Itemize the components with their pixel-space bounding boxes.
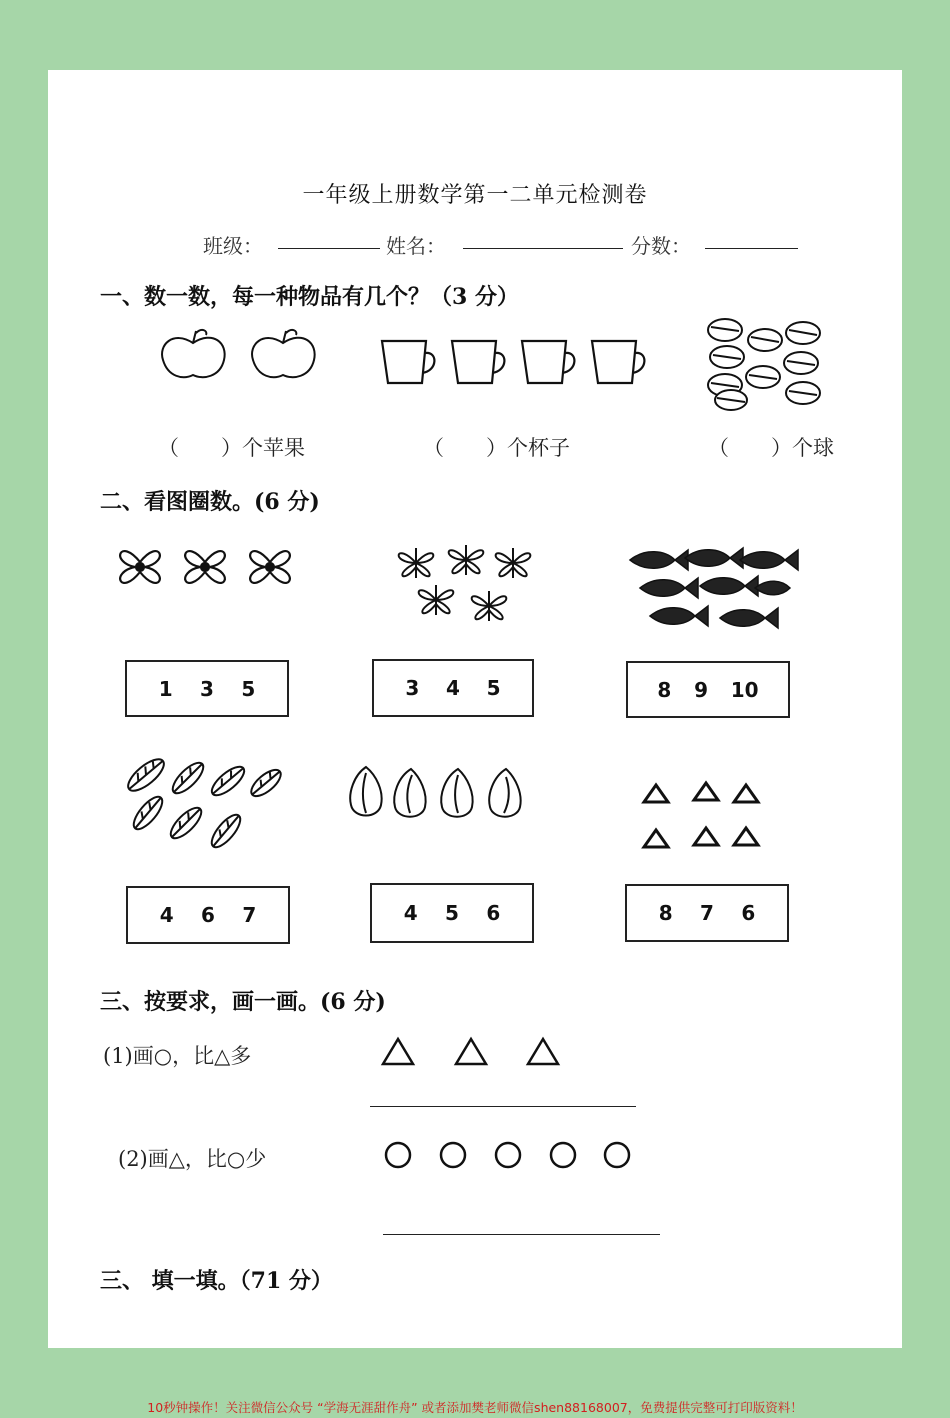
- balls-picture: [703, 315, 828, 415]
- choice-number[interactable]: 5: [445, 901, 459, 925]
- flowers-picture: [110, 535, 305, 603]
- choice-number[interactable]: 7: [242, 903, 257, 927]
- draw-question-1: (1)画○，比△多: [103, 1044, 252, 1068]
- pears-picture: [346, 763, 531, 825]
- ball-count-label: （ ）个球: [708, 436, 834, 460]
- choice-number[interactable]: 6: [741, 901, 756, 925]
- cup-count-label: （ ）个杯子: [423, 436, 570, 460]
- choice-number[interactable]: 5: [486, 676, 501, 700]
- cups-picture: [378, 335, 648, 390]
- choice-number[interactable]: 6: [201, 903, 215, 927]
- section4-heading: 三、 填一填。（71 分）: [100, 1268, 333, 1294]
- choice-box-flowers: [125, 660, 289, 717]
- triangles-picture: [640, 775, 770, 855]
- section2-heading: 二、看图圈数。(6 分): [100, 489, 320, 515]
- name-label: 姓名：: [386, 234, 446, 258]
- butterflies-picture: [391, 538, 536, 633]
- fish-picture: [620, 540, 805, 635]
- choice-box-fish: [626, 661, 790, 718]
- choice-box-triangles: [625, 884, 789, 942]
- choice-number[interactable]: 6: [486, 901, 501, 925]
- draw-question-2: (2)画△，比○少: [118, 1147, 267, 1171]
- choice-box-pears: [370, 883, 534, 943]
- choice-number[interactable]: 10: [730, 677, 759, 702]
- class-blank: [278, 248, 380, 249]
- worksheet-title: 一年级上册数学第一二单元检测卷: [302, 183, 648, 208]
- triangles-row: [378, 1035, 568, 1069]
- name-blank: [463, 248, 623, 249]
- choice-number[interactable]: 8: [658, 901, 673, 925]
- choice-number[interactable]: 1: [158, 676, 173, 701]
- leaves-picture: [126, 753, 281, 858]
- circles-row: [383, 1140, 638, 1174]
- section3-heading: 三、按要求，画一画。(6 分): [100, 989, 386, 1015]
- apple-count-label: （ ）个苹果: [158, 436, 305, 460]
- choice-number[interactable]: 4: [159, 903, 174, 927]
- score-blank: [705, 248, 798, 249]
- section1-heading: 一、数一数，每一种物品有几个？（3 分）: [100, 284, 519, 310]
- choice-box-butterflies: [372, 659, 534, 717]
- score-label: 分数：: [631, 234, 691, 258]
- choice-box-leaves: [126, 886, 290, 944]
- apples-picture: [158, 325, 318, 385]
- choice-number[interactable]: 9: [694, 677, 708, 702]
- answer-line-1[interactable]: [370, 1106, 636, 1107]
- choice-number[interactable]: 4: [403, 901, 418, 925]
- choice-number[interactable]: 3: [405, 676, 420, 700]
- choice-number[interactable]: 7: [700, 901, 714, 925]
- worksheet-page: [48, 70, 902, 1348]
- promo-footer: 10秒钟操作！关注微信公众号 “学海无涯甜作舟” 或者添加樊老师微信shen88168007，免费提供完整可打印版资料！: [147, 1400, 803, 1415]
- choice-number[interactable]: 4: [446, 676, 460, 700]
- choice-number[interactable]: 3: [200, 676, 214, 701]
- choice-number[interactable]: 5: [241, 676, 256, 701]
- answer-line-2[interactable]: [383, 1234, 660, 1235]
- choice-number[interactable]: 8: [657, 677, 672, 702]
- class-label: 班级：: [203, 234, 263, 258]
